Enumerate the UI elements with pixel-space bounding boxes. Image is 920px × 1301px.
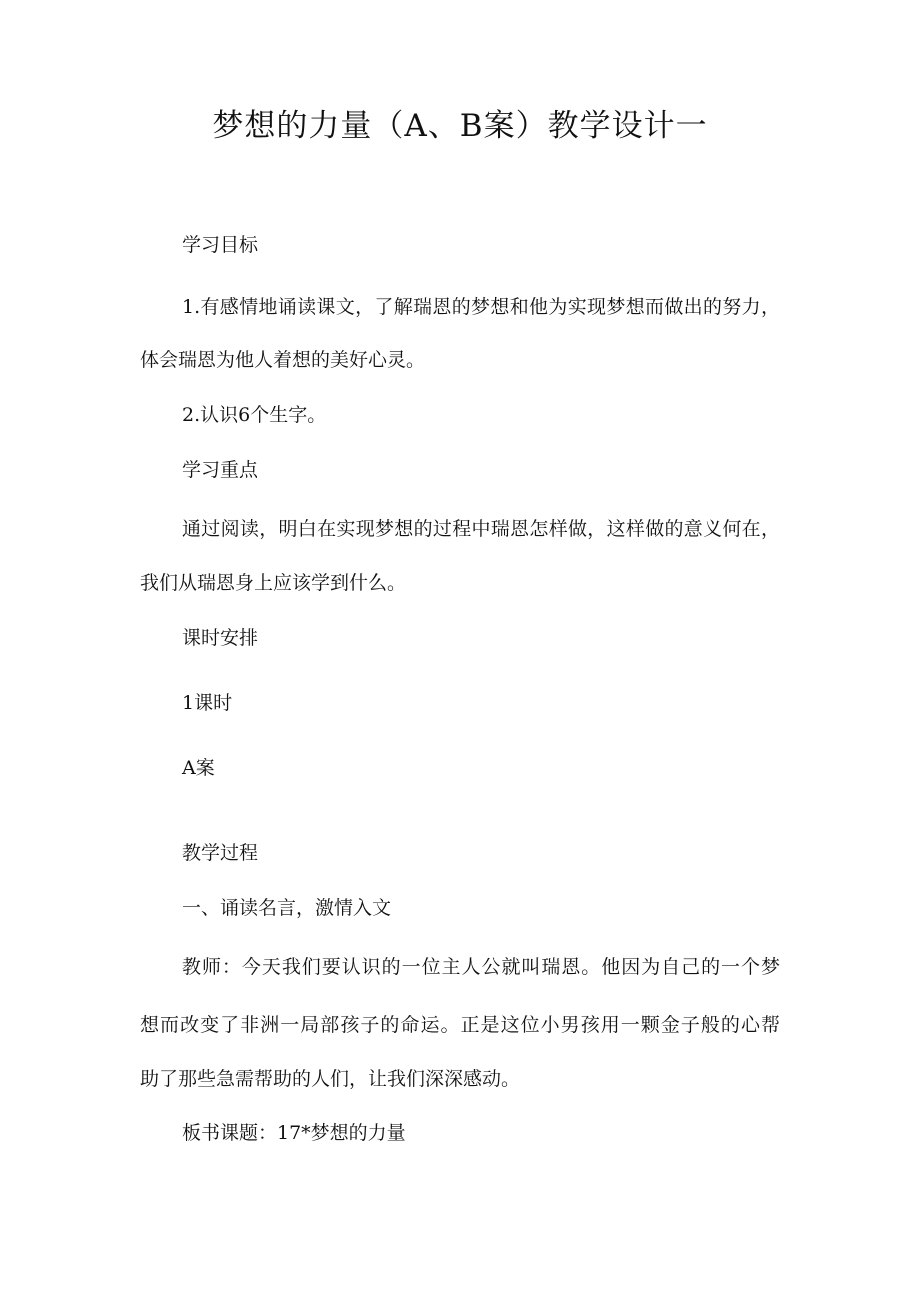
goal-1-line-1 xyxy=(182,292,780,322)
section-1-heading: 一、诵读名言，激情入文 xyxy=(182,897,392,919)
document-title: 梦想的力量（A、B案）教学设计一 xyxy=(212,108,708,144)
teacher-line-2-text: 想而改变了非洲一局部孩子的命运。正是这位小男孩用一颗金子般的心帮 xyxy=(140,1014,780,1036)
heading-schedule: 课时安排 xyxy=(182,627,259,649)
heading-teaching-process: 教学过程 xyxy=(182,842,259,864)
goal-1-line-2: 体会瑞恩为他人着想的美好心灵。 xyxy=(140,349,426,371)
teacher-line-3: 助了那些急需帮助的人们，让我们深深感动。 xyxy=(140,1068,521,1090)
teacher-line-2 xyxy=(140,1010,780,1040)
teacher-line-1 xyxy=(182,952,780,982)
key-points-line-2: 我们从瑞恩身上应该学到什么。 xyxy=(140,572,407,594)
schedule-value: 1课时 xyxy=(182,692,233,714)
plan-a-label: A案 xyxy=(182,757,215,779)
goal-2: 2.认识6个生字。 xyxy=(182,404,327,426)
heading-learning-goals: 学习目标 xyxy=(182,234,259,256)
goal-1-line-1-text: 1.有感情地诵读课文，了解瑞恩的梦想和他为实现梦想而做出的努力， xyxy=(182,296,780,318)
board-topic: 板书课题：17*梦想的力量 xyxy=(182,1122,406,1144)
key-points-line-1 xyxy=(182,514,780,544)
heading-key-points: 学习重点 xyxy=(182,459,259,481)
key-points-line-1-text: 通过阅读，明白在实现梦想的过程中瑞恩怎样做，这样做的意义何在， xyxy=(182,518,780,540)
teacher-line-1-text: 教师：今天我们要认识的一位主人公就叫瑞恩。他因为自己的一个梦 xyxy=(182,956,780,978)
